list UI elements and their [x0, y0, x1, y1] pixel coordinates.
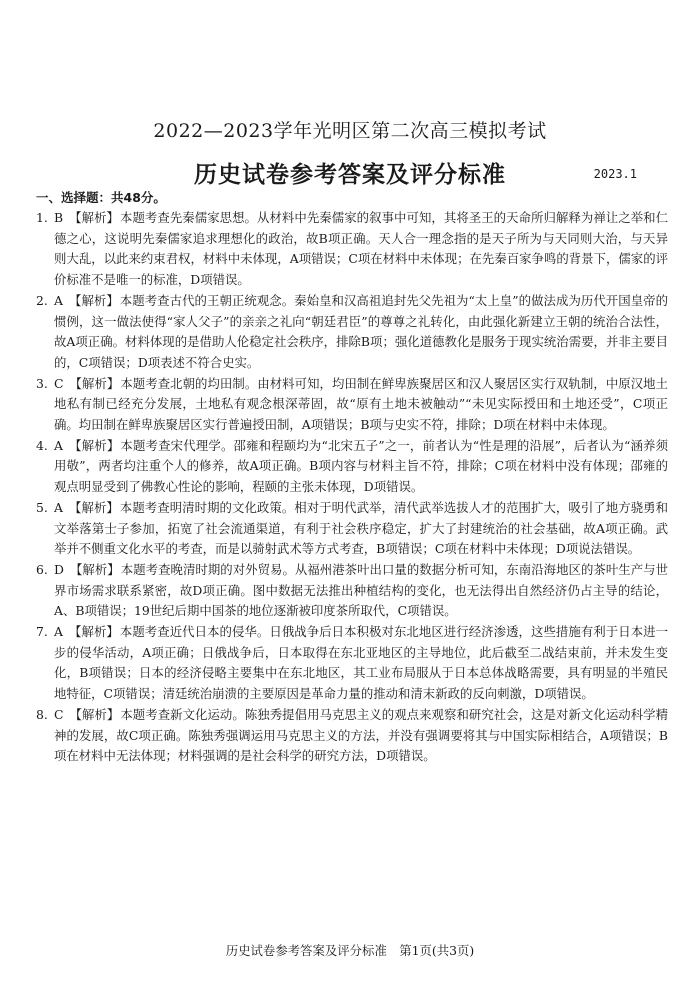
answer-explanation: 本题考查古代的王朝正统观念。秦始皇和汉高祖追封先父先祖为“太上皇”的做法成为历代开国皇帝的惯例，这一做法使得“家人父子”的亲亲之礼向“朝廷君臣”的尊尊之礼转化，由此强化新建立王朝的统治合法性，故A项正确。材料体现的是借助人伦稳定社会秩序，排除B项；强化道德教化是服务于现实统治需要，并非主要目的，C项错误；D项表述不符合史实。	[54, 292, 669, 370]
answer-key: B	[54, 210, 64, 225]
answer-number: 8.	[36, 706, 48, 722]
answer-item	[36, 291, 668, 374]
answer-number: 1.	[36, 210, 48, 225]
analysis-tag: 【解析】	[69, 375, 120, 391]
answer-number: 4.	[36, 437, 48, 453]
answer-item	[36, 622, 668, 705]
answer-key: A	[54, 624, 63, 640]
answer-item	[36, 436, 668, 498]
answer-number: 2.	[36, 292, 48, 308]
answer-key: C	[54, 706, 64, 722]
answer-explanation: 本题考查明清时期的文化政策。相对于明代武举，清代武举选拔人才的范围扩大，吸引了地方骁勇和文举落第士子参加，拓宽了社会流通渠道，有利于社会秩序稳定，扩大了封建统治的社会基础，故A项正确。武举并不侧重文化水平的考查，而是以骑射武术等方式考查，B项错误；C项在材料中未体现；D项说法错误。	[54, 499, 668, 557]
analysis-tag: 【解析】	[69, 706, 120, 722]
page-footer: 历史试卷参考答案及评分标准 第1页(共3页)	[225, 943, 475, 958]
answer-explanation: 本题考查晚清时期的对外贸易。从福州港茶叶出口量的数据分析可知，东南沿海地区的茶叶生产与世界市场需求联系紧密，故D项正确。图中数据无法推出种植结构的变化，也无法得出自然经济仍占主导的结论，A、B项错误；19世纪后期中国茶的地位逐渐被印度茶所取代，C项错误。	[54, 561, 669, 619]
analysis-tag: 【解析】	[68, 292, 119, 308]
answer-item	[36, 705, 668, 767]
answer-explanation: 本题考查北朝的均田制。由材料可知，均田制在鲜卑族聚居区和汉人聚居区实行双轨制，中原汉地土地私有制已经充分发展，土地私有观念根深蒂固，故“原有土地未被触动”“未见实际授田和土地还受”，C项正确。均田制在鲜卑族聚居区实行普遍授田制，A项错误；B项与史实不符，排除；D项在材料中未体现。	[54, 375, 669, 433]
analysis-tag: 【解析】	[69, 561, 120, 577]
answer-explanation: 本题考查新文化运动。陈独秀提倡用马克思主义的观点来观察和研究社会，这是对新文化运动科学精神的发展，故C项正确。陈独秀强调运用马克思主义的方法，并没有强调要将其与中国实际相结合，A项错误；B项在材料中无法体现；材料强调的是社会科学的研究方法，D项错误。	[54, 706, 669, 764]
answer-explanation: 本题考查先秦儒家思想。从材料中先秦儒家的叙事中可知，其将圣王的天命所归解释为禅让之举和仁德之心，这说明先秦儒家追求理想化的政治，故B项正确。天人合一理念指的是天子所为与天同则大治，与天异则大乱，以此来约束君权，材料中未体现，A项错误；C项在材料中未体现；在先秦百家争鸣的背景下，儒家的评价标准不是唯一的标准，D项错误。	[54, 210, 669, 288]
answer-item	[36, 208, 668, 291]
answer-number: 7.	[36, 624, 48, 640]
analysis-tag: 【解析】	[69, 210, 119, 225]
answer-item	[36, 560, 668, 622]
heading-row	[0, 156, 700, 186]
analysis-tag: 【解析】	[68, 624, 119, 640]
answer-key: C	[54, 375, 64, 391]
section-heading: 一、选择题：共48分。	[36, 190, 166, 205]
answer-list	[36, 208, 668, 767]
answer-explanation: 本题考查近代日本的侵华。日俄战争后日本积极对东北地区进行经济渗透，这些措施有利于日本进一步的侵华活动，A项正确；日俄战争后，日本取得在东北亚地区的主导地位，此后截至二战结束前，并未发生变化，B项错误；日本的经济侵略主要集中在东北地区，其工业布局服从于日本总体战略需要，具有明显的半殖民地特征，C项错误；清廷统治崩溃的主要原因是革命力量的推动和清末新政的反向刺激，D项错误。	[54, 624, 668, 702]
answer-item	[36, 374, 668, 436]
answer-key: A	[54, 499, 63, 515]
answer-key: D	[54, 561, 64, 577]
analysis-tag: 【解析】	[68, 499, 119, 515]
answer-key: A	[54, 437, 63, 453]
exam-title: 2022—2023学年光明区第二次高三模拟考试	[153, 120, 547, 142]
page-title: 历史试卷参考答案及评分标准	[194, 161, 506, 188]
date-label: 2023.1	[593, 167, 637, 181]
answer-number: 3.	[36, 375, 48, 391]
answer-explanation: 本题考查宋代理学。邵雍和程颐均为“北宋五子”之一，前者认为“性是理的沿展”，后者认为“涵养须用敬”，两者均注重个人的修养，故A项正确。B项内容与材料主旨不符，排除；C项在材料中没有体现；邵雍的观点明显受到了佛教心性论的影响，程颐的主张未体现，D项错误。	[54, 437, 669, 495]
analysis-tag: 【解析】	[68, 437, 120, 453]
answer-item	[36, 498, 668, 560]
answer-number: 6.	[36, 561, 48, 577]
answer-key: A	[54, 292, 63, 308]
answer-number: 5.	[36, 499, 48, 515]
